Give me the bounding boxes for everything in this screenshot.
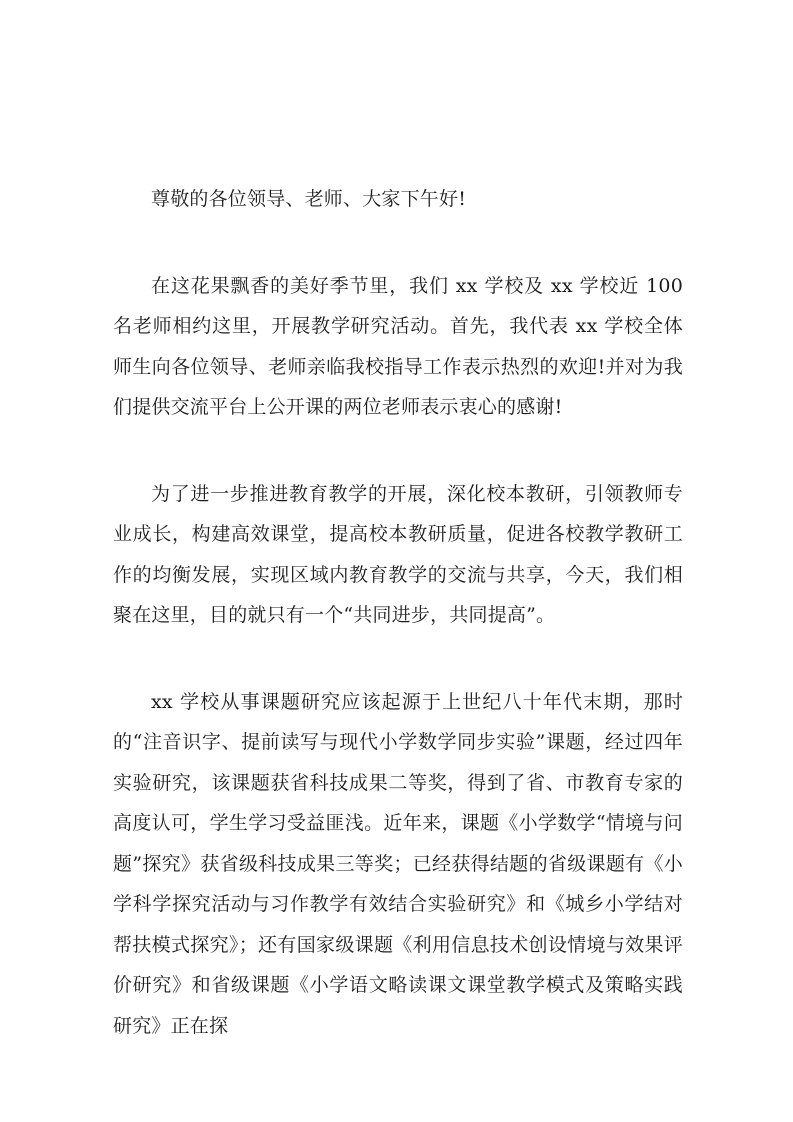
paragraph-research-history: xx 学校从事课题研究应该起源于上世纪八十年代末期，那时的“注音识字、提前读写与现代小学数学同步实验”课题，经过四年实验研究，该课题获省科技成果二等奖，得到了省、市教育专家的高度认可，学生学习受益匪浅。近年来，课题《小学数学“情境与问题”探究》获省级科技成果三等奖；已经获得结题的省级课题有《小学科学探究活动与习作教学有效结合实验研究》和《城乡小学结对帮扶模式探究》；还有国家级课题《利用信息技术创设情境与效果评价研究》和省级课题《小学语文略读课文课堂教学模式及策略实践研究》正在探 [113, 690, 683, 1037]
paragraph-welcome: 在这花果飘香的美好季节里，我们 xx 学校及 xx 学校近 100 名老师相约这里，开展教学研究活动。首先，我代表 xx 学校全体师生向各位领导、老师亲临我校指导工作表示热烈的欢迎!并对为我们提供交流平台上公开课的两位老师表示衷心的感谢! [113, 274, 683, 418]
paragraph-purpose: 为了进一步推进教育教学的开展，深化校本教研，引领教师专业成长，构建高效课堂，提高校本教研质量，促进各校教学教研工作的均衡发展，实现区域内教育教学的交流与共享，今天，我们相聚在这里，目的就只有一个“共同进步，共同提高”。 [113, 482, 683, 626]
document-body [113, 179, 683, 1046]
paragraph-greeting: 尊敬的各位领导、老师、大家下午好! [151, 188, 467, 210]
